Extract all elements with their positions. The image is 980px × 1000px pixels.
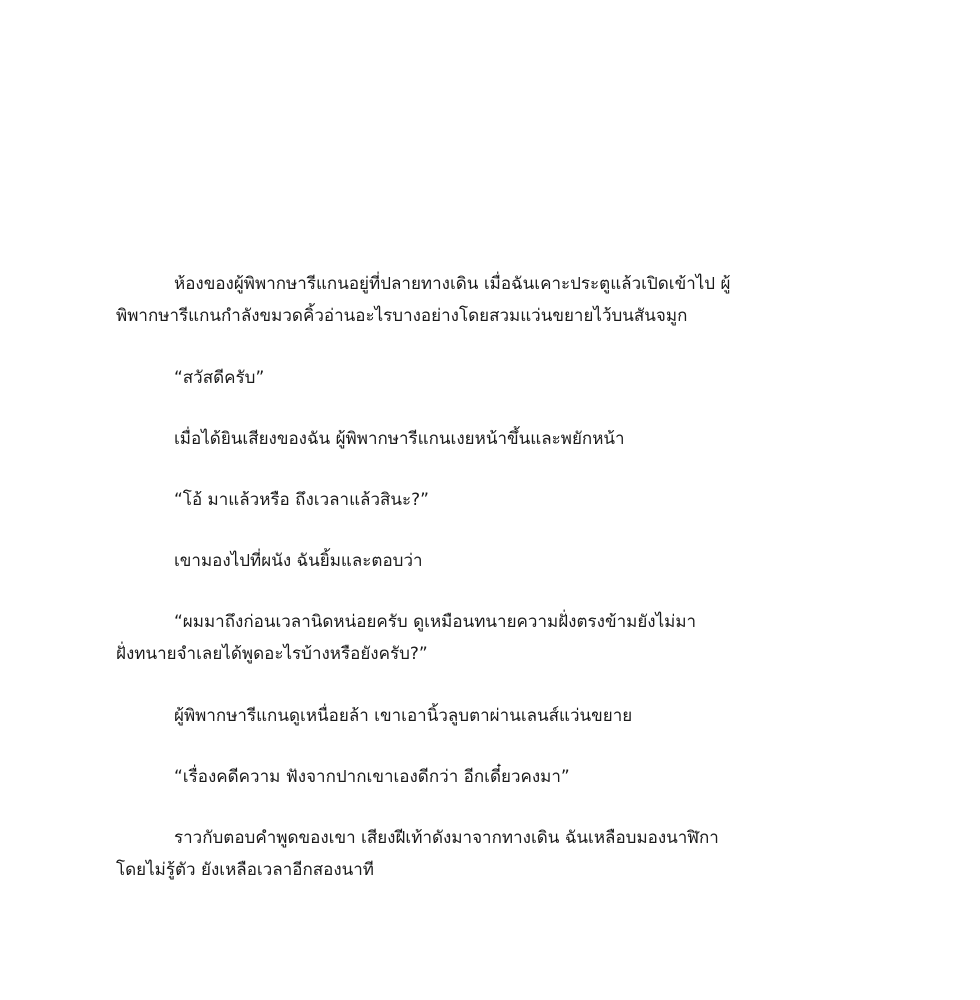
paragraph-line: ห้องของผู้พิพากษารีแกนอยู่ที่ปลายทางเดิน เมื่อฉันเคาะประตูแล้วเปิดเข้าไป ผู้ (174, 274, 731, 294)
paragraph-9 (116, 822, 896, 886)
paragraph-line: เมื่อได้ยินเสียงของฉัน ผู้พิพากษารีแกนเงยหน้าขึ้นและพยักหน้า (174, 429, 625, 449)
paragraph-line: “สวัสดีครับ” (174, 368, 265, 388)
paragraph-3 (116, 423, 896, 455)
paragraph-7 (116, 700, 896, 732)
paragraph-line: พิพากษารีแกนกำลังขมวดคิ้วอ่านอะไรบางอย่างโดยสวมแว่นขยายไว้บนสันจมูก (116, 306, 688, 326)
paragraph-2 (116, 362, 896, 394)
paragraph-4 (116, 484, 896, 516)
paragraph-1 (116, 268, 896, 332)
paragraph-line: ผู้พิพากษารีแกนดูเหนื่อยล้า เขาเอานิ้วลูบตาผ่านเลนส์แว่นขยาย (174, 706, 633, 726)
paragraph-line: “เรื่องคดีความ ฟังจากปากเขาเองดีกว่า อีกเดี๋ยวคงมา” (174, 767, 570, 787)
paragraph-6 (116, 606, 896, 670)
paragraph-line: ฝั่งทนายจำเลยได้พูดอะไรบ้างหรือยังครับ?” (116, 644, 428, 664)
paragraph-line: โดยไม่รู้ตัว ยังเหลือเวลาอีกสองนาที (116, 860, 374, 880)
paragraph-line: ราวกับตอบคำพูดของเขา เสียงฝีเท้าดังมาจากทางเดิน ฉันเหลือบมองนาฬิกา (174, 828, 719, 848)
paragraph-8 (116, 761, 896, 793)
paragraph-line: “ผมมาถึงก่อนเวลานิดหน่อยครับ ดูเหมือนทนายความฝั่งตรงข้ามยังไม่มา (174, 612, 697, 632)
paragraph-line: “โอ้ มาแล้วหรือ ถึงเวลาแล้วสินะ?” (174, 490, 429, 510)
paragraph-5 (116, 545, 896, 577)
paragraph-line: เขามองไปที่ผนัง ฉันยิ้มและตอบว่า (174, 551, 423, 571)
